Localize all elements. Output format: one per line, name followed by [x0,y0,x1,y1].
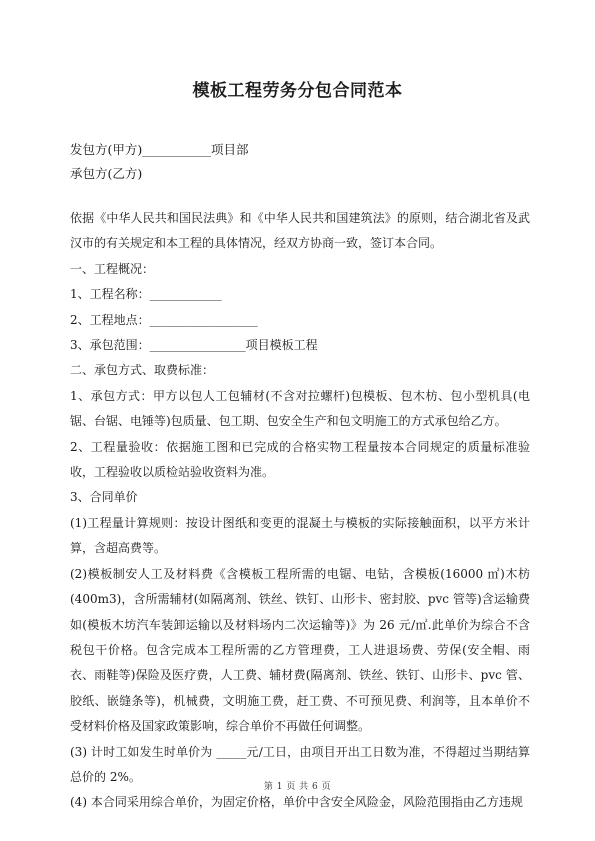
fixed-price-paragraph: (4) 本合同采用综合单价，为固定价格，单价中含安全风险金，风险范围指由乙方违规 [70,795,523,810]
hourly-work-paragraph: (3) 计时工如发生时单价为 _____元/工日，由项目开出工日数为准，不得超过当期结算总价的 2%。 [70,744,530,784]
party-b-line: 承包方(乙方) [70,166,143,181]
project-location-line: 2、工程地点：__________________ [70,312,258,327]
contract-body [70,206,530,816]
scope-line: 3、承包范围：________________项目模板工程 [70,338,318,353]
page-footer: 第 1 页 共 6 页 [263,782,332,792]
party-a-line: 发包方(甲方)___________项目部 [70,142,249,157]
acceptance-paragraph: 2、工程量验收：依据施工图和已完成的合格实物工程量按本合同规定的质量标准验收，工程验收以质检站验收资料为准。 [70,439,530,480]
section-heading: 二、承包方式、取费标准： [70,363,215,378]
formwork-cost-paragraph: (2)模板制安人工及材料费《含模板工程所需的电锯、电钻，含模板(16000 ㎡)木枋(400m3)，含所需辅材(如隔离剂、铁丝、铁钉、山形卡、密封胶、pvc 管等)含运输费如(模板木坊汽车装卸运输以及材料场内二次运输等)》为 26 元/㎡.此单价为综合不含税包干价格。包含完成本工程所需的乙方管理费，工人进退场费、劳保(安全帽、雨衣、雨鞋等)保险及医疗费，人工费、辅材费(隔离剂、铁丝、铁钉、山形卡、pvc 管、胶纸、嵌缝条等)，机械费，文明施工费，赶工费、不可预见费、利润等，且本单价不受材料价格及国家政策影响，综合单价不再做任何调整。 [70,566,530,734]
section-heading: 一、工程概况： [70,261,155,276]
document-title: 模板工程劳务分包合同范本 [192,81,403,101]
project-name-line: 1、工程名称：____________ [70,287,222,302]
contract-method-paragraph: 1、承包方式：甲方以包人工包辅材(不含对拉螺杆)包模板、包木枋、包小型机具(电锯、台锯、电锤等)包质量、包工期、包安全生产和包文明施工的方式承包给乙方。 [70,388,530,429]
unit-price-heading: 3、合同单价 [70,490,138,505]
intro-paragraph: 依据《中华人民共和国民法典》和《中华人民共和国建筑法》的原则，结合湖北省及武汉市的有关规定和本工程的具体情况，经双方协商一致，签订本合同。 [70,211,530,251]
calculation-rule-paragraph: (1)工程量计算规则：按设计图纸和变更的混凝土与模板的实际接触面积，以平方米计算，含超高费等。 [70,515,530,556]
